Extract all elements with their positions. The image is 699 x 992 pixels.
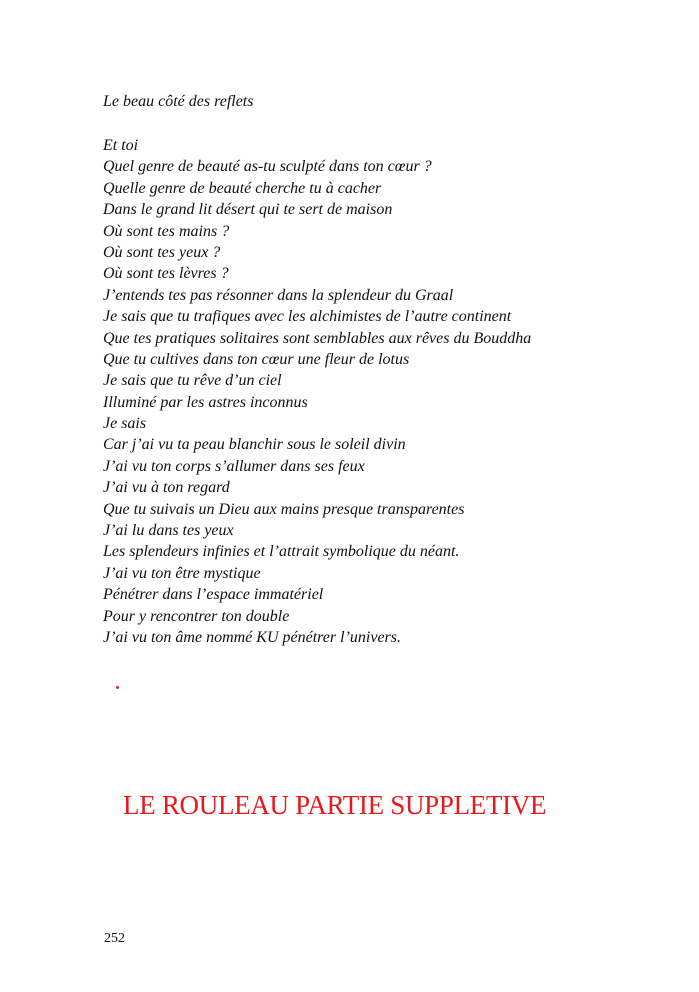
poem-line: Que tes pratiques solitaires sont semblables aux rêves du Bouddha [103, 329, 532, 347]
page-number: 252 [104, 931, 125, 946]
poem-line: Quel genre de beauté as-tu sculpté dans ton cœur ? [103, 158, 432, 176]
red-dot-mark [116, 686, 119, 689]
poem-line: Et toi [103, 137, 139, 154]
poem-line: J’ai vu ton être mystique [103, 564, 261, 582]
poem-line: Que tu suivais un Dieu aux mains presque transparentes [103, 500, 465, 518]
poem-line: Pénétrer dans l’espace immatériel [103, 586, 324, 604]
poem-line: Les splendeurs infinies et l’attrait symbolique du néant. [103, 543, 460, 561]
poem-body [103, 135, 683, 648]
poem-line: J’entends tes pas résonner dans la splendeur du Graal [103, 286, 454, 304]
poem-line: Quelle genre de beauté cherche tu à cacher [103, 179, 382, 197]
poem-line: J’ai vu à ton regard [103, 479, 230, 497]
poem-line: J’ai vu ton corps s’allumer dans ses feux [103, 457, 365, 475]
section-heading: LE ROULEAU PARTIE SUPPLETIVE [123, 790, 547, 820]
poem-line: Je sais que tu trafiques avec les alchimistes de l’autre continent [103, 308, 512, 326]
poem-title: Le beau côté des reflets [103, 93, 254, 110]
poem-line: Car j’ai vu ta peau blanchir sous le soleil divin [103, 436, 406, 454]
poem-line: J’ai vu ton âme nommé KU pénétrer l’univers. [103, 628, 401, 646]
poem-line: Dans le grand lit désert qui te sert de maison [103, 201, 393, 219]
poem-line: Où sont tes lèvres ? [103, 265, 229, 283]
poem-line: Où sont tes yeux ? [103, 243, 221, 261]
poem-line: Je sais que tu rêve d’un ciel [103, 372, 282, 390]
poem-line: J’ai lu dans tes yeux [103, 522, 234, 540]
poem-line: Que tu cultives dans ton cœur une fleur de lotus [103, 350, 410, 368]
poem-line: Je sais [103, 415, 147, 433]
poem-line: Illuminé par les astres inconnus [103, 393, 308, 411]
poem-line: Où sont tes mains ? [103, 222, 230, 240]
poem-line: Pour y rencontrer ton double [103, 607, 290, 625]
